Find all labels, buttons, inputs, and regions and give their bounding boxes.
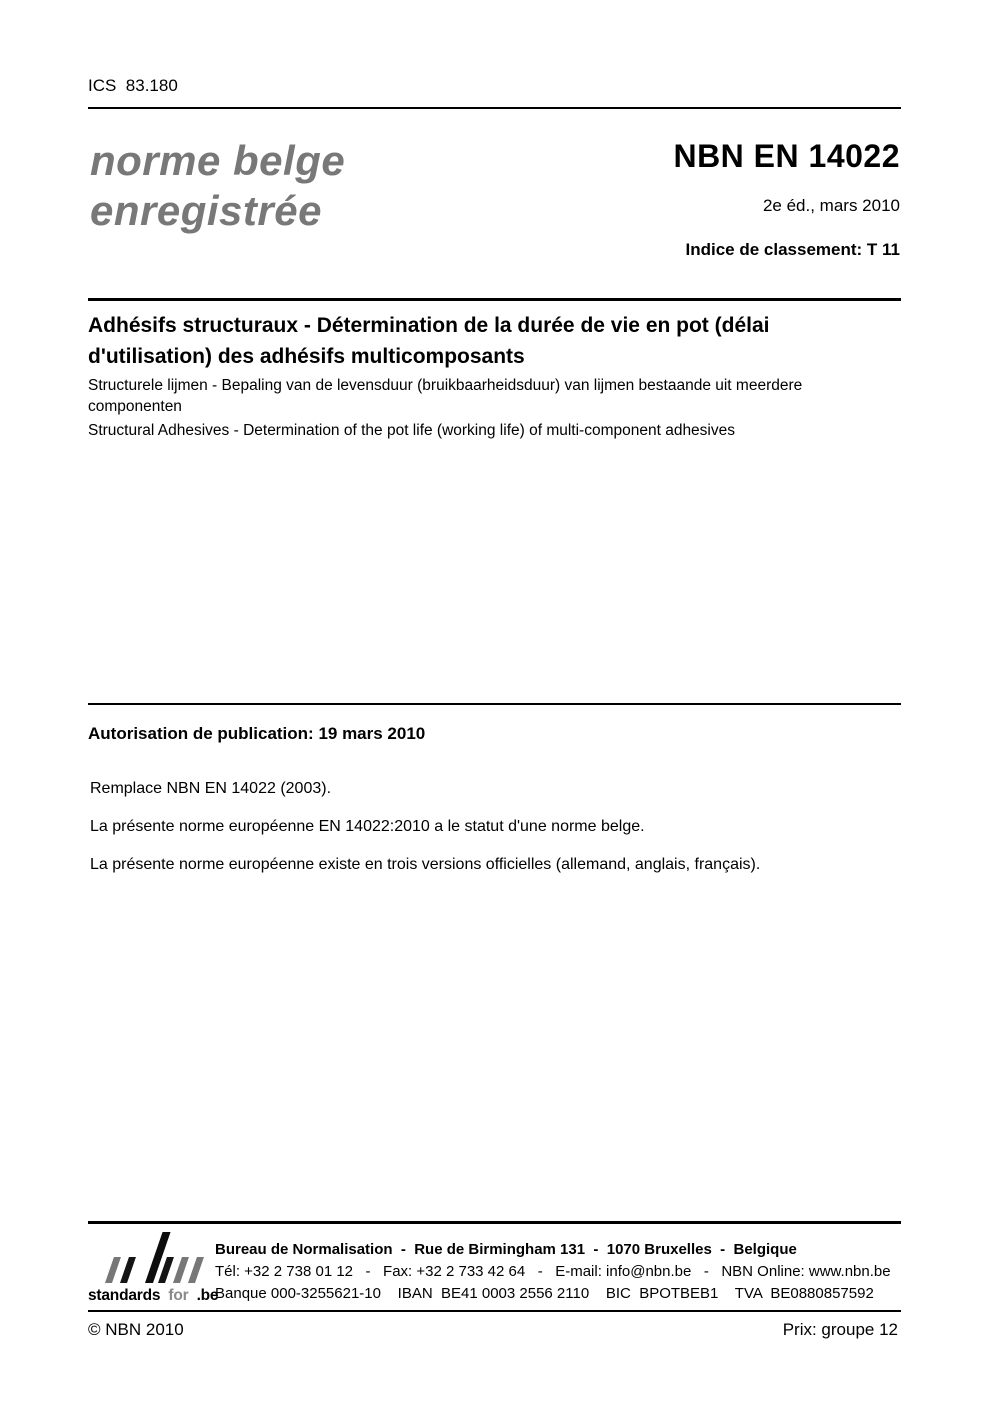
- edition-date: 2e éd., mars 2010: [762, 196, 900, 215]
- title-english: Structural Adhesives - Determination of the pot life (working life) of multi-component adhesives: [88, 422, 735, 439]
- classification-index: Indice de classement: T 11: [685, 240, 900, 259]
- document-type-line2: enregistrée: [90, 187, 322, 234]
- versions-note: La présente norme européenne existe en trois versions officielles (allemand, anglais, français).: [90, 856, 761, 873]
- tagline-word-for: for: [168, 1287, 189, 1304]
- rule-under-ics: [88, 107, 901, 109]
- tagline-word-standards: standards: [88, 1287, 161, 1304]
- document-type-line1: norme belge: [90, 137, 346, 184]
- rule-above-footer: [88, 1221, 901, 1224]
- header-right-block: [673, 138, 900, 260]
- rule-above-copyright: [88, 1310, 901, 1312]
- logo-bar: [105, 1257, 121, 1283]
- nbn-logo: [95, 1232, 205, 1283]
- authorization-line: Autorisation de publication: 19 mars 2010: [88, 724, 426, 743]
- footer-address: Bureau de Normalisation - Rue de Birmingham 131 - 1070 Bruxelles - Belgique: [215, 1241, 797, 1258]
- document-type-label: [90, 136, 345, 236]
- standard-number: NBN EN 14022: [673, 138, 900, 174]
- footer-bank-info: Banque 000-3255621-10 IBAN BE41 0003 2556 2110 BIC BPOTBEB1 TVA BE0880857592: [215, 1285, 874, 1302]
- title-french: Adhésifs structuraux - Détermination de la durée de vie en pot (délai d'utilisation) des adhésifs multicomposants: [88, 314, 770, 368]
- logo-bar: [188, 1257, 204, 1283]
- ics-code: ICS 83.180: [88, 76, 178, 95]
- logo-tagline: [88, 1287, 218, 1305]
- tagline-word-be: .be: [196, 1287, 219, 1304]
- replacement-note: Remplace NBN EN 14022 (2003).: [90, 780, 332, 797]
- rule-above-authorization: [88, 703, 901, 705]
- rule-above-title: [88, 298, 901, 301]
- copyright-notice: © NBN 2010: [88, 1320, 184, 1339]
- title-dutch: Structurele lijmen - Bepaling van de levensduur (bruikbaarheidsduur) van lijmen bestaande uit meerdere componenten: [88, 377, 803, 415]
- logo-bar: [173, 1257, 189, 1283]
- logo-bar: [120, 1257, 136, 1283]
- footer-contact: Tél: +32 2 738 01 12 - Fax: +32 2 733 42 64 - E-mail: info@nbn.be - NBN Online: www.nbn.be: [215, 1263, 891, 1280]
- status-note: La présente norme européenne EN 14022:2010 a le statut d'une norme belge.: [90, 818, 645, 835]
- price-group: Prix: groupe 12: [782, 1320, 898, 1339]
